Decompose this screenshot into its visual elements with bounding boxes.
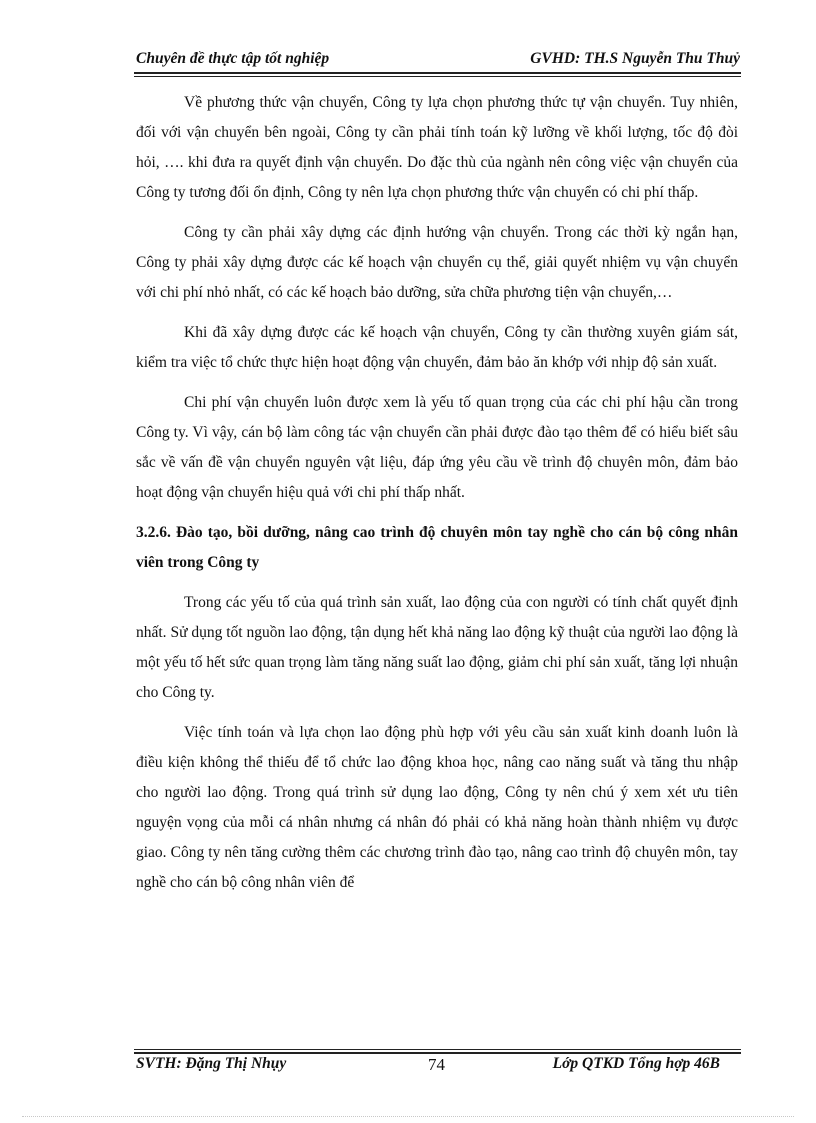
paragraph-labor-selection: Việc tính toán và lựa chọn lao động phù hợp với yêu cầu sản xuất kinh doanh luôn là điều kiện không thể thiếu để tổ chức lao động khoa học, nâng cao năng suất và tăng thu nhập cho người lao động. Trong quá trình sử dụng lao động, Công ty nên chú ý xem xét ưu tiên nguyện vọng của mỗi cá nhân nhưng cá nhân đó phải có khả năng hoàn thành nhiệm vụ được giao. Công ty nên tăng cường thêm các chương trình đào tạo, nâng cao trình độ chuyên môn, tay nghề cho cán bộ công nhân viên để [136, 724, 738, 891]
header-advisor: GVHD: TH.S Nguyễn Thu Thuỷ [530, 50, 740, 67]
page-header [136, 50, 740, 72]
page-number: 74 [428, 1055, 445, 1074]
section-heading: 3.2.6. Đào tạo, bồi dưỡng, nâng cao trình độ chuyên môn tay nghề cho cán bộ công nhân viên trong Công ty [136, 524, 738, 571]
header-rule-thick [134, 72, 741, 74]
paragraph-labor-factors: Trong các yếu tố của quá trình sản xuất, lao động của con người có tính chất quyết định nhất. Sử dụng tốt nguồn lao động, tận dụng hết khả năng lao động kỹ thuật của người lao động là một yếu tố hết sức quan trọng làm tăng năng suất lao động, giảm chi phí sản xuất, tăng lợi nhuận cho Công ty. [136, 594, 738, 701]
paragraph-transport-method: Về phương thức vận chuyển, Công ty lựa chọn phương thức tự vận chuyển. Tuy nhiên, đối với vận chuyển bên ngoài, Công ty cần phải tính toán kỹ lưỡng về khối lượng, tốc độ đòi hỏi, …. khi đưa ra quyết định vận chuyển. Do đặc thù của ngành nên công việc vận chuyển của Công ty tương đối ổn định, Công ty nên lựa chọn phương thức vận chuyển có chi phí thấp. [136, 94, 738, 201]
page-footer [136, 1055, 740, 1079]
paragraph-transport-cost: Chi phí vận chuyển luôn được xem là yếu tố quan trọng của các chi phí hậu cần trong Công ty. Vì vậy, cán bộ làm công tác vận chuyển cần phải được đào tạo thêm để có hiểu biết sâu sắc về vấn đề vận chuyển nguyên vật liệu, đáp ứng yêu cầu về trình độ chuyên môn, đảm bảo hoạt động vận chuyển hiệu quả với chi phí thấp nhất. [136, 394, 738, 501]
footer-student: SVTH: Đặng Thị Nhụy [136, 1055, 287, 1072]
paragraph-transport-plan: Công ty cần phải xây dựng các định hướng vận chuyển. Trong các thời kỳ ngắn hạn, Công ty phải xây dựng được các kế hoạch vận chuyển cụ thể, giải quyết nhiệm vụ vận chuyển với chi phí nhỏ nhất, có các kế hoạch bảo dưỡng, sửa chữa phương tiện vận chuyển,… [136, 224, 738, 301]
page-body [136, 88, 738, 908]
footer-class: Lớp QTKD Tổng hợp 46B [552, 1055, 720, 1072]
paragraph-transport-monitoring: Khi đã xây dựng được các kế hoạch vận chuyển, Công ty cần thường xuyên giám sát, kiểm tra việc tổ chức thực hiện hoạt động vận chuyển, đảm bảo ăn khớp với nhịp độ sản xuất. [136, 324, 738, 371]
footer-rule-thin [134, 1049, 741, 1050]
header-title: Chuyên đề thực tập tốt nghiệp [136, 50, 330, 67]
page-edge-divider [22, 1116, 794, 1117]
footer-rule-thick [134, 1052, 741, 1054]
header-rule-thin [134, 76, 741, 77]
